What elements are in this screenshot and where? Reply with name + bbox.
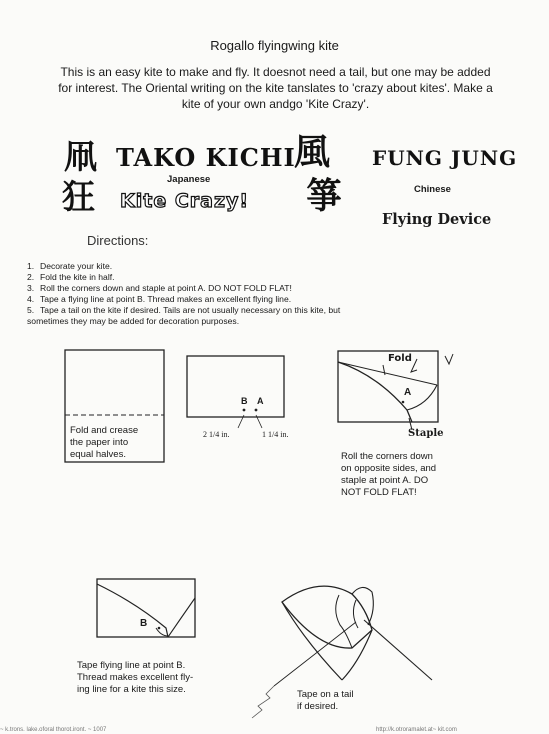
kanji-wind: 風 — [294, 131, 331, 173]
tako-kichi-text: TAKO KICHI — [116, 143, 296, 172]
fig4-point-b-label: B — [140, 618, 148, 629]
intro-line-2: for interest. The Oriental writing on the kite tanslates to 'crazy about kites'. Make a — [58, 81, 493, 95]
kite-crazy-text: Kite Crazy! — [120, 190, 250, 212]
list-item-continued: sometimes they may be added for decoration purposes. — [27, 316, 240, 326]
chinese-label: Chinese — [414, 184, 451, 195]
fig5-caption: Tape on a tail if desired. — [297, 689, 354, 712]
intro-paragraph — [28, 64, 523, 112]
list-item: 5. Tape a tail on the kite if desired. Tails are not usually necessary on this kite, but — [27, 305, 341, 315]
footer-right: http://k.otroramalet.at~ kit.com — [376, 727, 457, 733]
footer-left: ~ k.trons. lake.oforal thorot.iront. ~ 1007 — [0, 727, 107, 733]
fig2-folded-diagram — [186, 355, 286, 419]
fig1-caption: Fold and crease the paper into equal halves. — [70, 425, 139, 460]
fig4-caption: Tape flying line at point B. Thread makes excellent fly- ing line for a kite this size. — [77, 660, 194, 695]
fig3-fold-label: Fold — [388, 353, 412, 364]
fig3-point-a-label: A — [404, 387, 412, 398]
intro-line-3: kite of your own andgo 'Kite Crazy'. — [181, 97, 370, 111]
flying-device-text: Flying Device — [382, 211, 492, 228]
kanji-crazy: 狂 — [62, 177, 95, 216]
fig2-label-a: A — [257, 396, 264, 406]
fig4-flying-line-diagram — [96, 578, 198, 640]
fig3-staple-label: Staple — [408, 428, 444, 439]
japanese-label: Japanese — [167, 174, 211, 185]
kanji-zheng: 箏 — [306, 175, 343, 217]
list-item: 3. Roll the corners down and staple at point A. DO NOT FOLD FLAT! — [27, 283, 292, 293]
fig2-measure-left: 2 1/4 in. — [203, 430, 230, 439]
directions-heading: Directions: — [87, 233, 149, 248]
fung-jung-text: FUNG JUNG — [372, 146, 518, 170]
list-item: 1. Decorate your kite. — [27, 261, 113, 271]
fig2-measure-right: 1 1/4 in. — [262, 430, 289, 439]
list-item: 2. Fold the kite in half. — [27, 272, 115, 282]
intro-line-1: This is an easy kite to make and fly. It doesnot need a tail, but one may be added — [60, 65, 491, 79]
kanji-kite-japanese: 凧 — [64, 137, 97, 176]
fig3-caption: Roll the corners down on opposite sides, and staple at point A. DO NOT FOLD FLAT! — [341, 451, 437, 498]
list-item: 4. Tape a flying line at point B. Thread makes an excellent flying line. — [27, 294, 292, 304]
page-title: Rogallo flyingwing kite — [210, 38, 339, 53]
fig2-label-b: B — [241, 396, 248, 406]
directions-list — [27, 261, 457, 327]
